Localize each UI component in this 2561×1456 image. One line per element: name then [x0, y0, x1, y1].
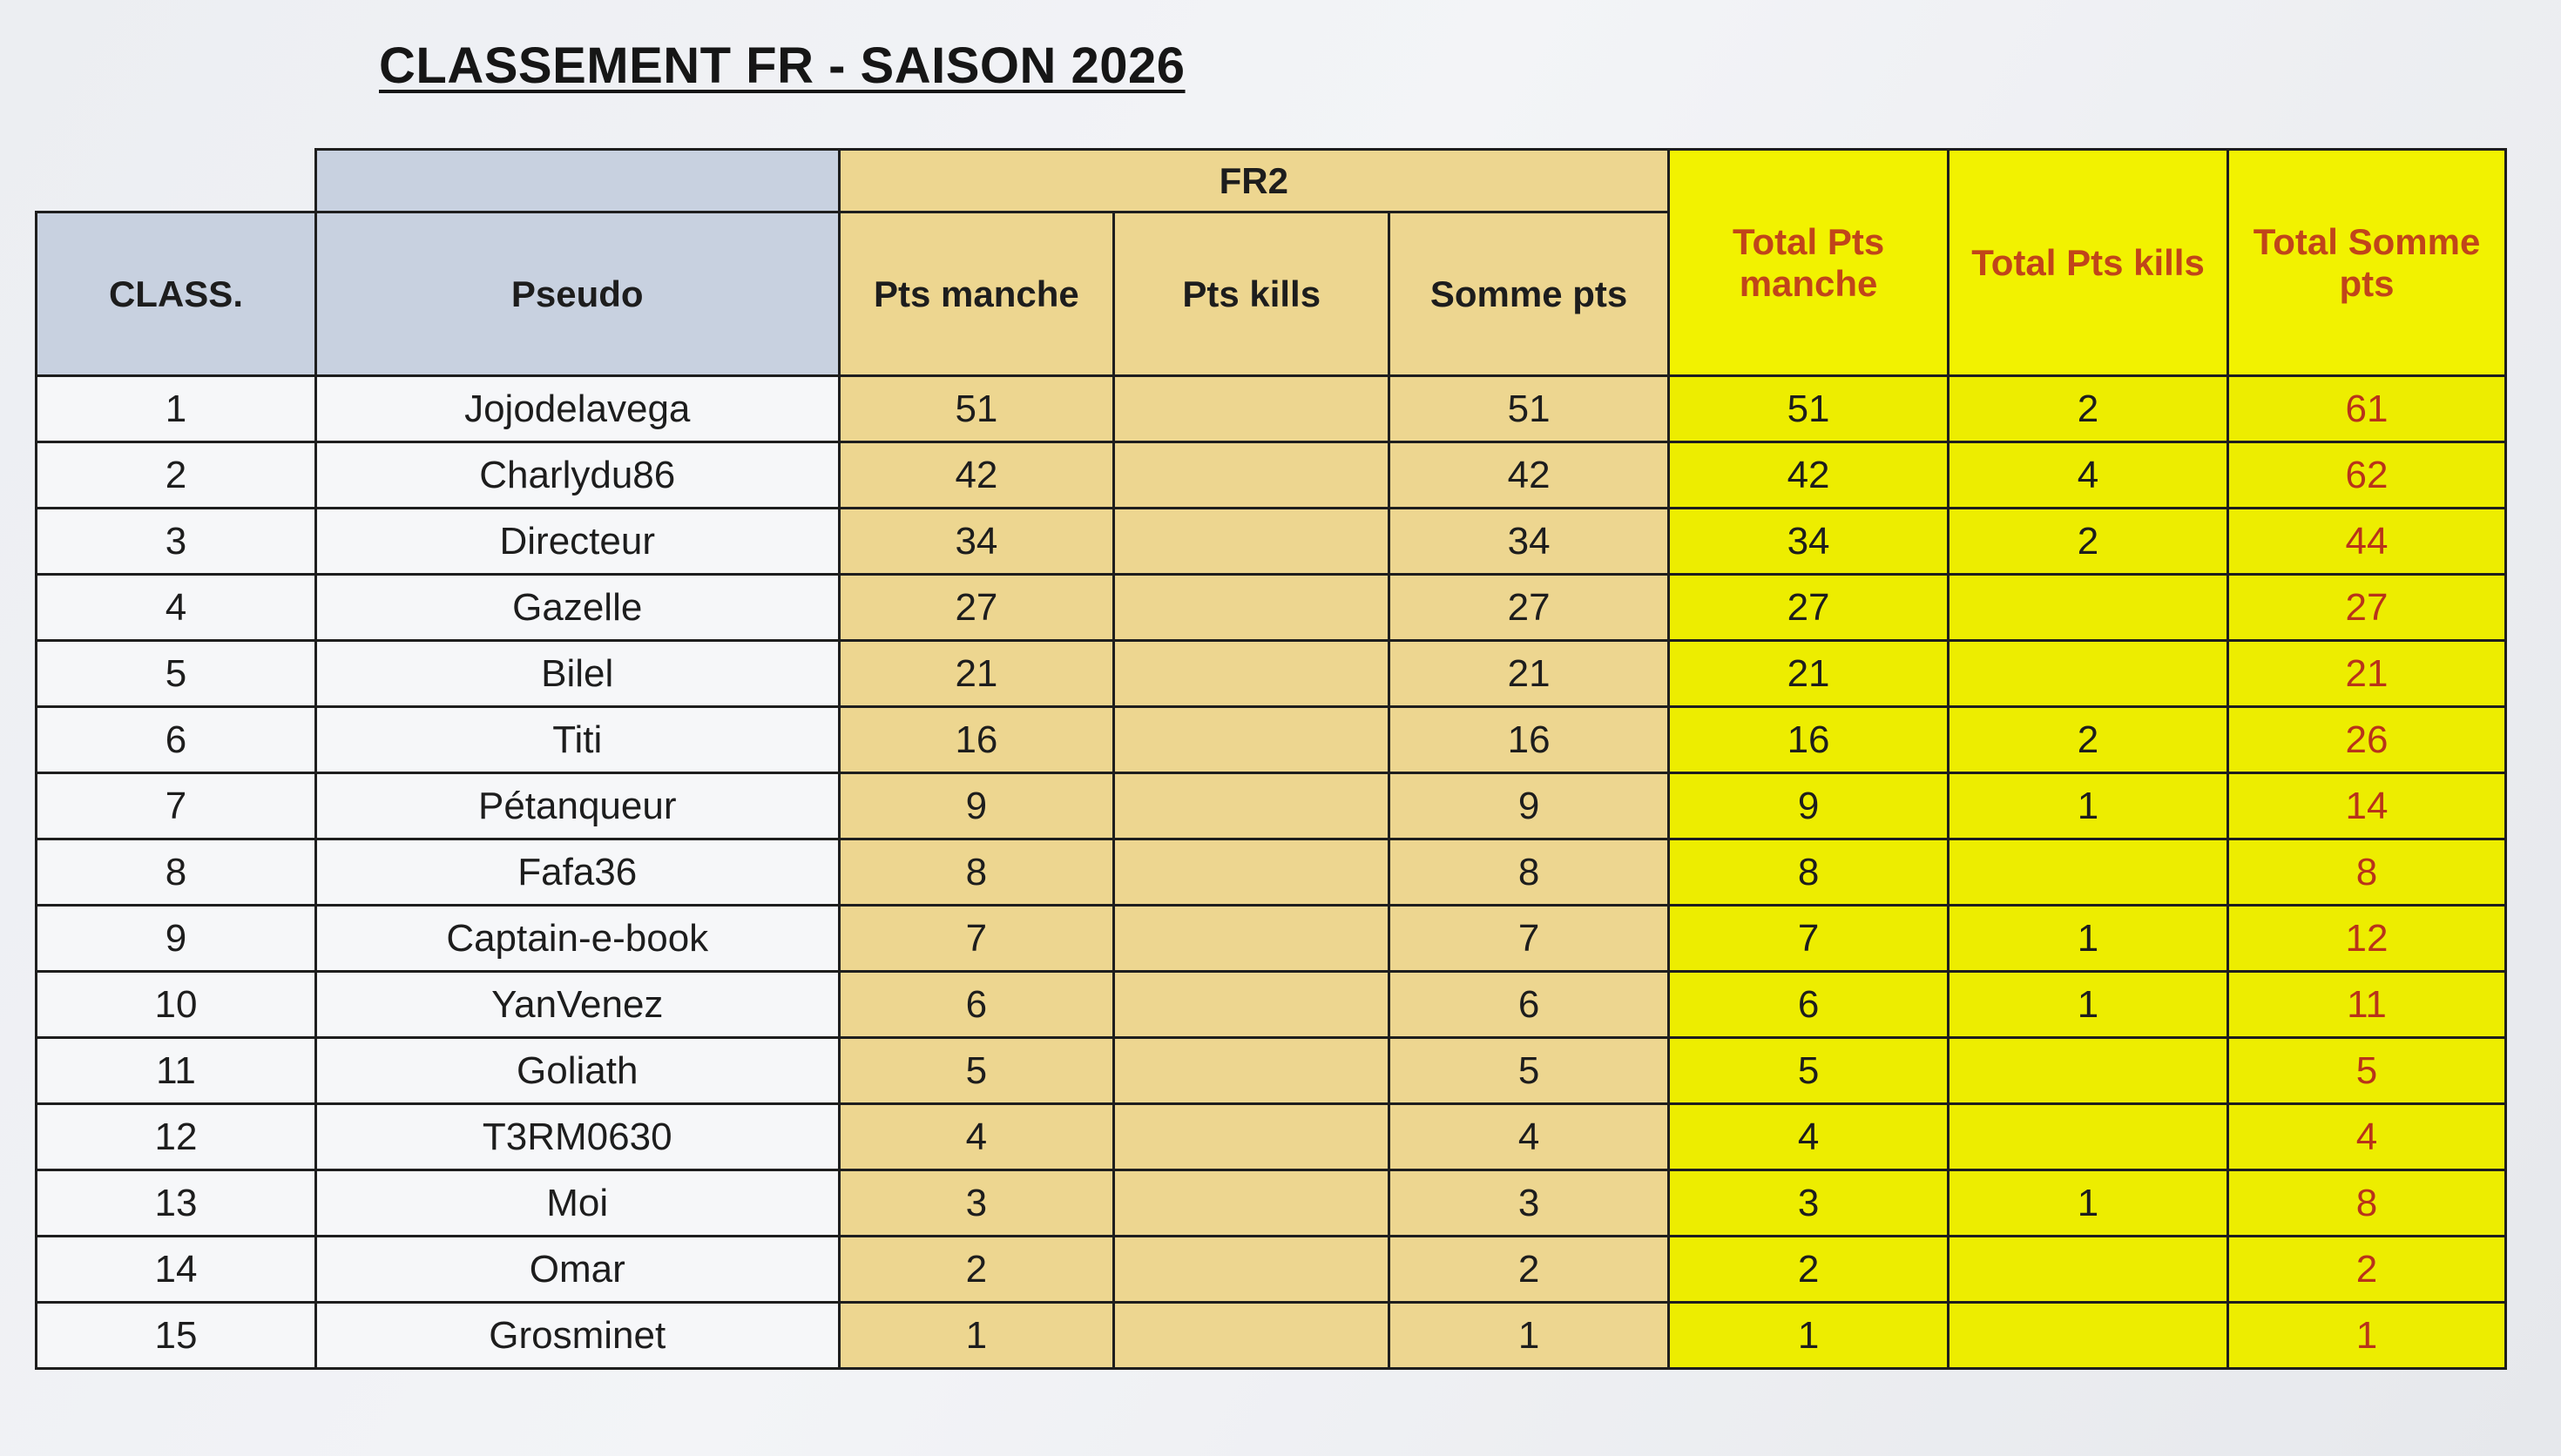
cell-somme-pts[interactable]: 1 — [1389, 1303, 1669, 1369]
cell-pseudo[interactable]: Grosminet — [315, 1303, 839, 1369]
cell-pts-kills[interactable] — [1114, 906, 1389, 972]
ranking-body — [37, 376, 2506, 1369]
cell-pts-kills[interactable] — [1114, 1038, 1389, 1104]
cell-total-pts-manche[interactable]: 4 — [1669, 1104, 1949, 1170]
cell-somme-pts[interactable]: 42 — [1389, 442, 1669, 509]
header-pts-manche[interactable]: Pts manche — [839, 212, 1114, 376]
cell-pts-manche[interactable]: 21 — [839, 641, 1114, 707]
cell-total-somme-pts[interactable]: 12 — [2228, 906, 2506, 972]
cell-somme-pts[interactable]: 7 — [1389, 906, 1669, 972]
cell-somme-pts[interactable]: 4 — [1389, 1104, 1669, 1170]
table-row — [37, 707, 2506, 773]
cell-somme-pts[interactable]: 6 — [1389, 972, 1669, 1038]
group-header-row — [37, 150, 2506, 212]
cell-pts-kills[interactable] — [1114, 1303, 1389, 1369]
cell-pts-kills[interactable] — [1114, 376, 1389, 442]
header-pseudo[interactable]: Pseudo — [315, 212, 839, 376]
table-row — [37, 1237, 2506, 1303]
cell-rank[interactable]: 15 — [37, 1303, 316, 1369]
cell-total-pts-kills[interactable] — [1949, 1303, 2228, 1369]
cell-total-somme-pts[interactable]: 5 — [2228, 1038, 2506, 1104]
corner-blank — [37, 150, 316, 212]
cell-total-pts-manche[interactable]: 21 — [1669, 641, 1949, 707]
table-row — [37, 972, 2506, 1038]
cell-pts-manche[interactable]: 16 — [839, 707, 1114, 773]
cell-total-pts-manche[interactable]: 2 — [1669, 1237, 1949, 1303]
cell-total-pts-kills[interactable]: 2 — [1949, 509, 2228, 575]
cell-total-pts-kills[interactable]: 1 — [1949, 972, 2228, 1038]
table-row — [37, 376, 2506, 442]
cell-somme-pts[interactable]: 34 — [1389, 509, 1669, 575]
header-pts-kills[interactable]: Pts kills — [1114, 212, 1389, 376]
cell-pseudo[interactable]: Charlydu86 — [315, 442, 839, 509]
cell-pts-manche[interactable]: 42 — [839, 442, 1114, 509]
cell-rank[interactable]: 9 — [37, 906, 316, 972]
cell-rank[interactable]: 11 — [37, 1038, 316, 1104]
cell-somme-pts[interactable]: 21 — [1389, 641, 1669, 707]
cell-total-pts-kills[interactable] — [1949, 1104, 2228, 1170]
cell-rank[interactable]: 4 — [37, 575, 316, 641]
cell-rank[interactable]: 2 — [37, 442, 316, 509]
cell-somme-pts[interactable]: 8 — [1389, 839, 1669, 906]
cell-total-pts-manche[interactable]: 16 — [1669, 707, 1949, 773]
header-total-pts-kills[interactable]: Total Pts kills — [1949, 150, 2228, 376]
cell-total-somme-pts[interactable]: 21 — [2228, 641, 2506, 707]
header-class[interactable]: CLASS. — [37, 212, 316, 376]
cell-pseudo[interactable]: T3RM0630 — [315, 1104, 839, 1170]
cell-pts-kills[interactable] — [1114, 839, 1389, 906]
cell-total-pts-manche[interactable]: 6 — [1669, 972, 1949, 1038]
ranking-table — [35, 148, 2507, 1370]
cell-pts-manche[interactable]: 1 — [839, 1303, 1114, 1369]
cell-pseudo[interactable]: Moi — [315, 1170, 839, 1237]
header-somme-pts[interactable]: Somme pts — [1389, 212, 1669, 376]
cell-total-pts-kills[interactable]: 1 — [1949, 773, 2228, 839]
cell-rank[interactable]: 5 — [37, 641, 316, 707]
page-title: CLASSEMENT FR - SAISON 2026 — [379, 37, 1186, 94]
cell-total-somme-pts[interactable]: 27 — [2228, 575, 2506, 641]
cell-pts-kills[interactable] — [1114, 575, 1389, 641]
cell-total-pts-kills[interactable]: 2 — [1949, 707, 2228, 773]
spreadsheet-sheet — [35, 17, 2544, 1428]
cell-total-pts-kills[interactable] — [1949, 839, 2228, 906]
cell-pseudo[interactable]: Captain-e-book — [315, 906, 839, 972]
cell-total-somme-pts[interactable]: 62 — [2228, 442, 2506, 509]
cell-total-somme-pts[interactable]: 1 — [2228, 1303, 2506, 1369]
cell-rank[interactable]: 8 — [37, 839, 316, 906]
cell-total-pts-manche[interactable]: 34 — [1669, 509, 1949, 575]
table-row — [37, 509, 2506, 575]
cell-total-pts-manche[interactable]: 27 — [1669, 575, 1949, 641]
cell-total-pts-kills[interactable]: 2 — [1949, 376, 2228, 442]
cell-total-pts-kills[interactable] — [1949, 641, 2228, 707]
cell-total-pts-manche[interactable]: 3 — [1669, 1170, 1949, 1237]
cell-rank[interactable]: 7 — [37, 773, 316, 839]
cell-total-somme-pts[interactable]: 8 — [2228, 1170, 2506, 1237]
cell-total-pts-manche[interactable]: 5 — [1669, 1038, 1949, 1104]
cell-total-pts-kills[interactable]: 4 — [1949, 442, 2228, 509]
cell-total-somme-pts[interactable]: 14 — [2228, 773, 2506, 839]
cell-pts-kills[interactable] — [1114, 1237, 1389, 1303]
cell-rank[interactable]: 12 — [37, 1104, 316, 1170]
cell-rank[interactable]: 13 — [37, 1170, 316, 1237]
cell-pts-manche[interactable]: 51 — [839, 376, 1114, 442]
cell-pts-kills[interactable] — [1114, 1170, 1389, 1237]
cell-pts-kills[interactable] — [1114, 972, 1389, 1038]
cell-pts-kills[interactable] — [1114, 641, 1389, 707]
cell-pts-manche[interactable]: 2 — [839, 1237, 1114, 1303]
table-row — [37, 641, 2506, 707]
cell-pts-kills[interactable] — [1114, 773, 1389, 839]
table-row — [37, 1038, 2506, 1104]
header-total-pts-manche[interactable]: Total Pts manche — [1669, 150, 1949, 376]
cell-somme-pts[interactable]: 16 — [1389, 707, 1669, 773]
cell-total-pts-manche[interactable]: 7 — [1669, 906, 1949, 972]
cell-total-somme-pts[interactable]: 61 — [2228, 376, 2506, 442]
cell-rank[interactable]: 3 — [37, 509, 316, 575]
pseudo-header-top — [315, 150, 839, 212]
cell-somme-pts[interactable]: 2 — [1389, 1237, 1669, 1303]
cell-pseudo[interactable]: Directeur — [315, 509, 839, 575]
cell-pts-manche[interactable]: 4 — [839, 1104, 1114, 1170]
cell-somme-pts[interactable]: 27 — [1389, 575, 1669, 641]
cell-total-pts-kills[interactable] — [1949, 1237, 2228, 1303]
cell-pts-kills[interactable] — [1114, 1104, 1389, 1170]
table-row — [37, 575, 2506, 641]
cell-pseudo[interactable]: YanVenez — [315, 972, 839, 1038]
cell-pseudo[interactable]: Titi — [315, 707, 839, 773]
table-row — [37, 906, 2506, 972]
cell-pseudo[interactable]: Omar — [315, 1237, 839, 1303]
cell-pts-manche[interactable]: 5 — [839, 1038, 1114, 1104]
cell-total-pts-kills[interactable]: 1 — [1949, 906, 2228, 972]
cell-rank[interactable]: 14 — [37, 1237, 316, 1303]
cell-pts-kills[interactable] — [1114, 442, 1389, 509]
cell-total-pts-kills[interactable]: 1 — [1949, 1170, 2228, 1237]
cell-total-somme-pts[interactable]: 2 — [2228, 1237, 2506, 1303]
cell-total-somme-pts[interactable]: 44 — [2228, 509, 2506, 575]
cell-somme-pts[interactable]: 3 — [1389, 1170, 1669, 1237]
cell-total-somme-pts[interactable]: 4 — [2228, 1104, 2506, 1170]
cell-pts-manche[interactable]: 8 — [839, 839, 1114, 906]
table-row — [37, 442, 2506, 509]
cell-total-somme-pts[interactable]: 26 — [2228, 707, 2506, 773]
header-total-somme-pts[interactable]: Total Somme pts — [2228, 150, 2506, 376]
cell-total-somme-pts[interactable]: 8 — [2228, 839, 2506, 906]
cell-rank[interactable]: 1 — [37, 376, 316, 442]
cell-total-pts-manche[interactable]: 8 — [1669, 839, 1949, 906]
cell-pts-manche[interactable]: 27 — [839, 575, 1114, 641]
cell-pseudo[interactable]: Pétanqueur — [315, 773, 839, 839]
cell-pts-manche[interactable]: 6 — [839, 972, 1114, 1038]
cell-pts-manche[interactable]: 9 — [839, 773, 1114, 839]
cell-total-pts-manche[interactable]: 42 — [1669, 442, 1949, 509]
group-header-fr2[interactable]: FR2 — [839, 150, 1669, 212]
table-row — [37, 773, 2506, 839]
cell-total-pts-kills[interactable] — [1949, 1038, 2228, 1104]
cell-pts-manche[interactable]: 34 — [839, 509, 1114, 575]
cell-pseudo[interactable]: Gazelle — [315, 575, 839, 641]
cell-rank[interactable]: 6 — [37, 707, 316, 773]
cell-pts-kills[interactable] — [1114, 707, 1389, 773]
table-row — [37, 1170, 2506, 1237]
table-row — [37, 1104, 2506, 1170]
cell-pts-manche[interactable]: 7 — [839, 906, 1114, 972]
cell-total-pts-kills[interactable] — [1949, 575, 2228, 641]
cell-total-pts-manche[interactable]: 9 — [1669, 773, 1949, 839]
cell-total-somme-pts[interactable]: 11 — [2228, 972, 2506, 1038]
cell-pseudo[interactable]: Jojodelavega — [315, 376, 839, 442]
cell-total-pts-manche[interactable]: 51 — [1669, 376, 1949, 442]
cell-somme-pts[interactable]: 9 — [1389, 773, 1669, 839]
cell-total-pts-manche[interactable]: 1 — [1669, 1303, 1949, 1369]
cell-rank[interactable]: 10 — [37, 972, 316, 1038]
table-row — [37, 1303, 2506, 1369]
cell-pts-kills[interactable] — [1114, 509, 1389, 575]
cell-somme-pts[interactable]: 5 — [1389, 1038, 1669, 1104]
cell-pseudo[interactable]: Fafa36 — [315, 839, 839, 906]
cell-somme-pts[interactable]: 51 — [1389, 376, 1669, 442]
cell-pts-manche[interactable]: 3 — [839, 1170, 1114, 1237]
cell-pseudo[interactable]: Bilel — [315, 641, 839, 707]
table-row — [37, 839, 2506, 906]
cell-pseudo[interactable]: Goliath — [315, 1038, 839, 1104]
